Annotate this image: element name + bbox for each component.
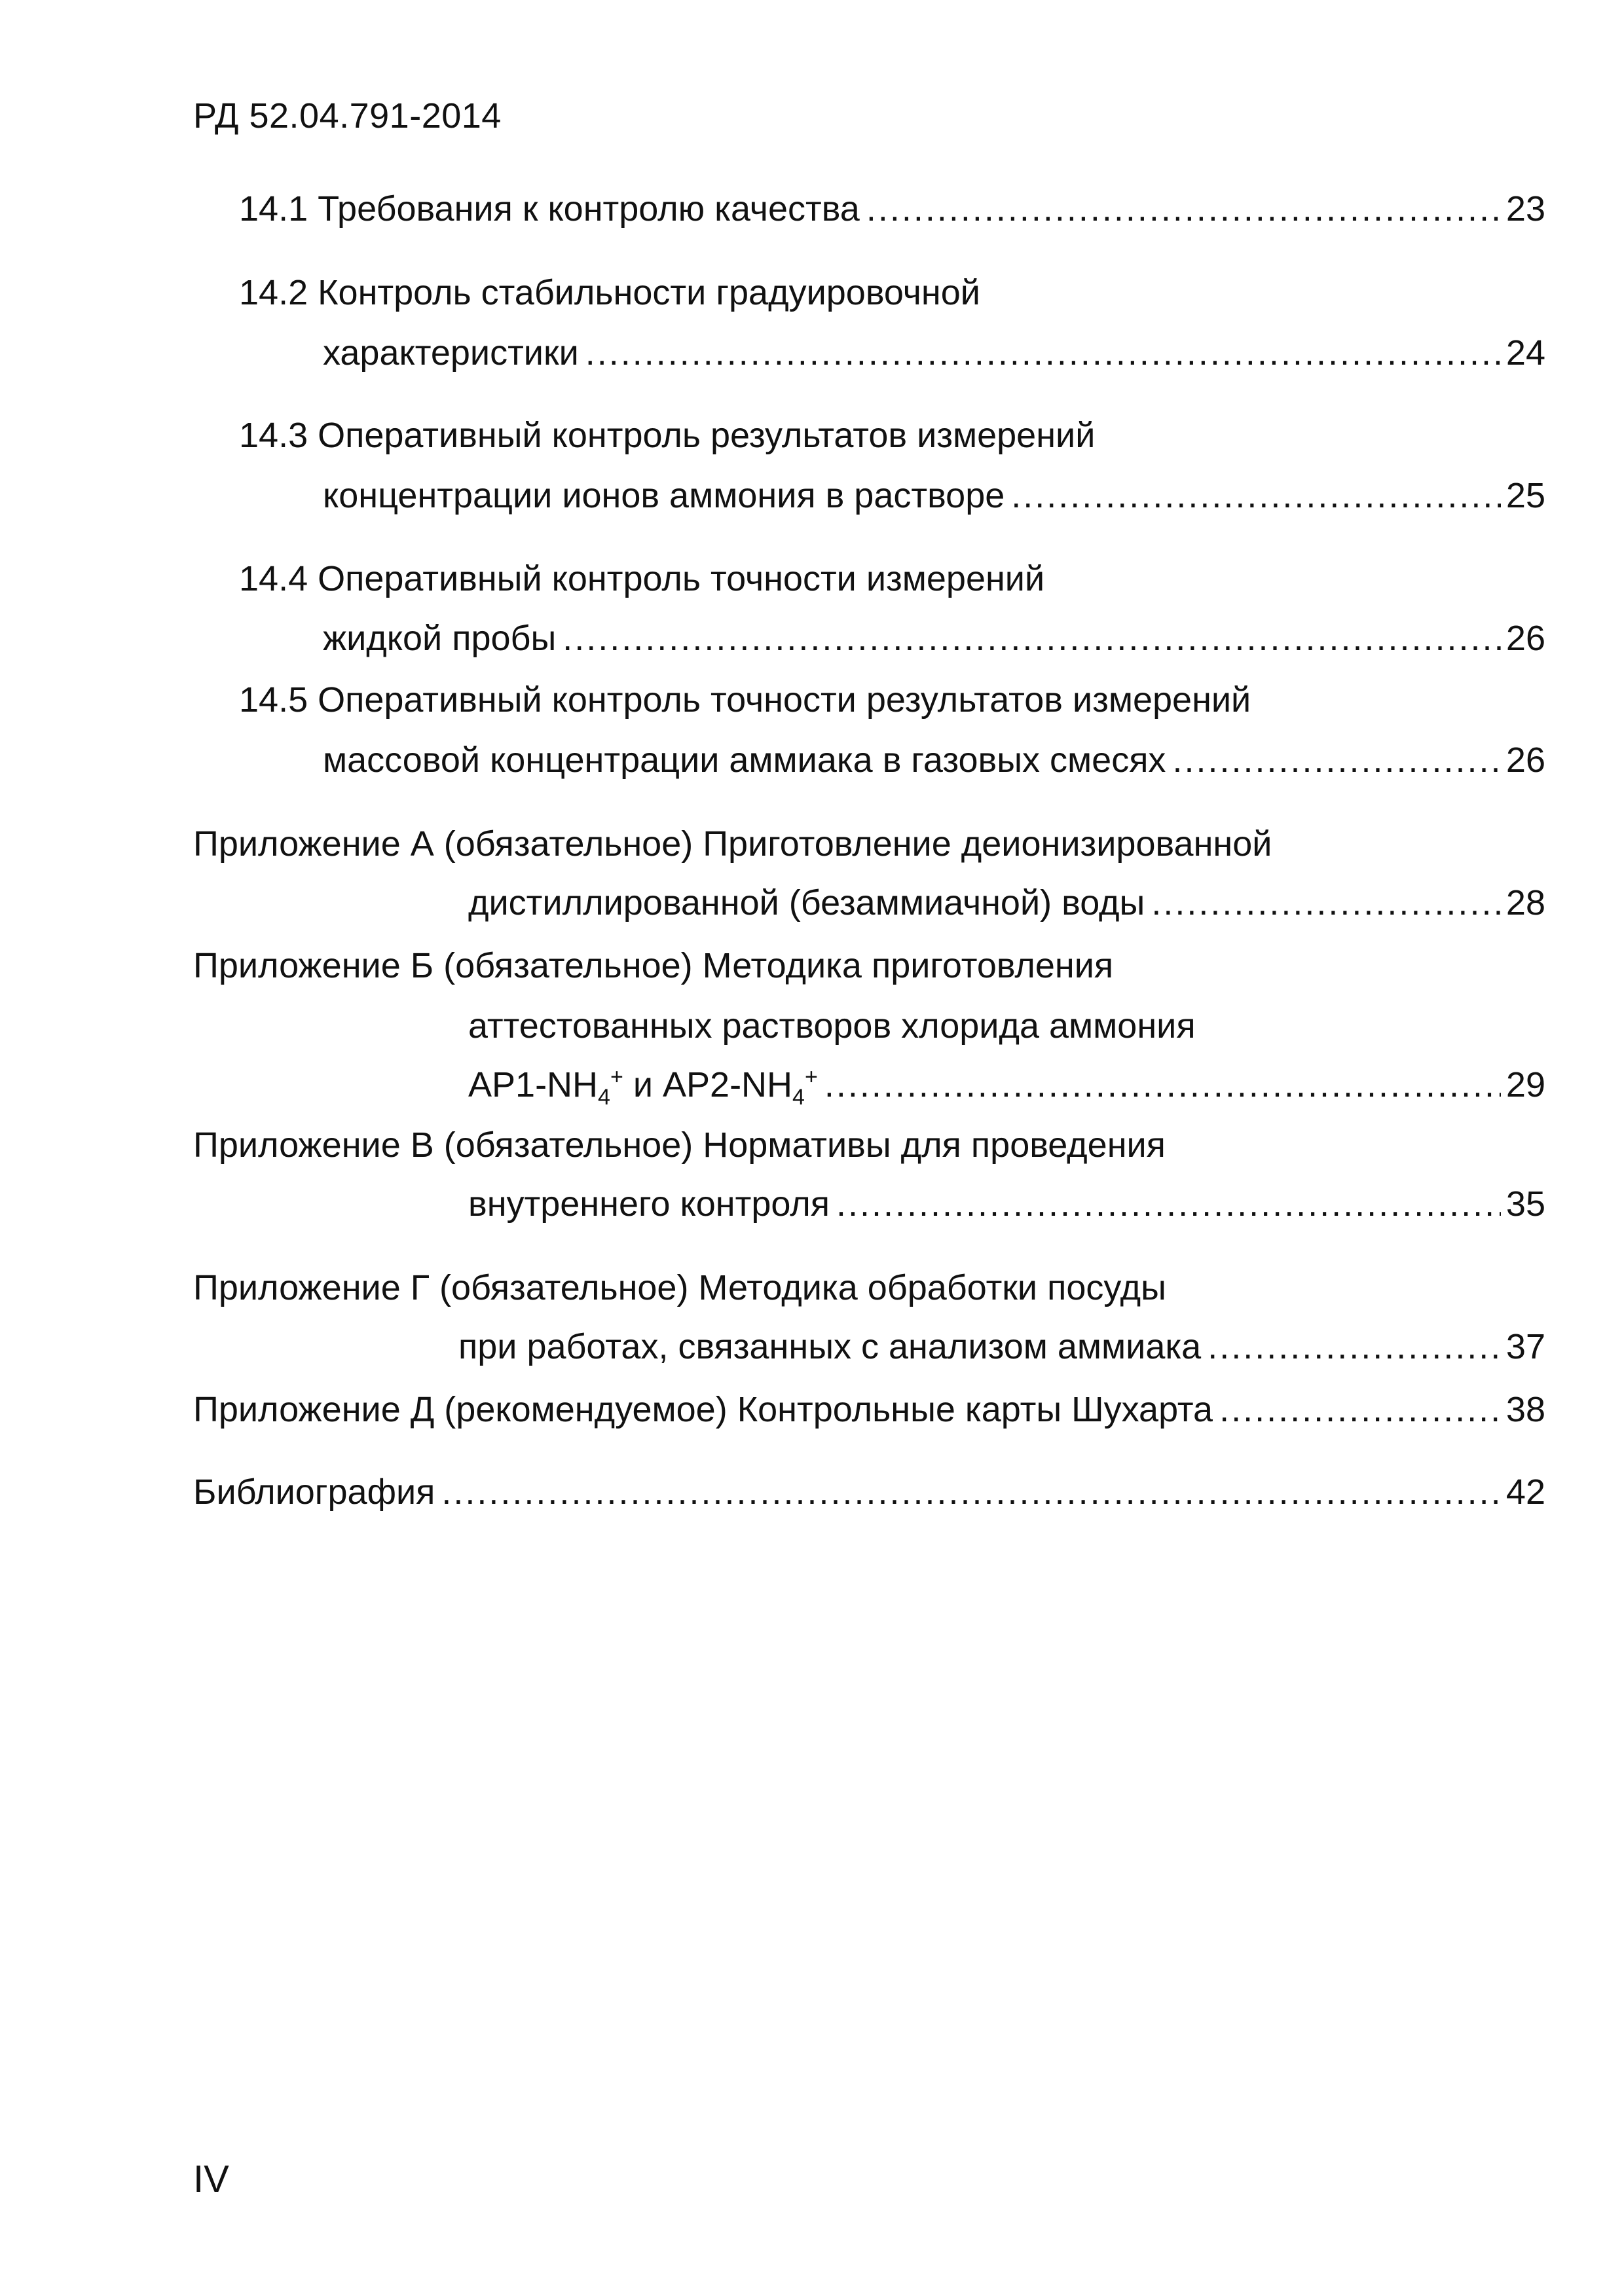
toc-leader-dots [1151,885,1501,920]
toc-leader-dots [441,1474,1501,1510]
page-number: IV [193,2158,229,2200]
toc-page-number: 25 [1505,476,1545,515]
toc-page-number: 24 [1505,333,1545,373]
toc-entry-14-3-line1: 14.3 Оперативный контроль результатов измерений [239,416,1096,455]
formula-subscript: 4 [598,1084,610,1110]
toc-appendix-v[interactable] [468,1186,1545,1222]
toc-page-number: 38 [1505,1390,1545,1429]
toc-entry-title: жидкой пробы [323,619,557,658]
toc-page-number: 26 [1505,619,1545,658]
toc-leader-dots [1011,478,1501,513]
formula-superscript: + [804,1065,818,1089]
toc-entry-title: характеристики [323,333,579,373]
toc-entry-14-5-line1: 14.5 Оперативный контроль точности результатов измерений [239,680,1251,720]
toc-entry-14-4[interactable] [323,621,1545,656]
toc-entry-title: при работах, связанных с анализом аммиака [458,1327,1202,1366]
toc-entry-title: Приложение Д (рекомендуемое) Контрольные карты Шухарта [193,1390,1213,1429]
toc-leader-dots [836,1186,1501,1222]
toc-appendix-g[interactable] [458,1329,1545,1364]
toc-entry-14-3[interactable] [323,478,1545,513]
formula-part-ar1: АР1-NH [468,1065,599,1104]
toc-entry-14-4-line1: 14.4 Оперативный контроль точности измерений [239,559,1045,598]
formula-superscript: + [610,1065,623,1089]
toc-leader-dots [1208,1329,1501,1364]
toc-appendix-b-line1: Приложение Б (обязательное) Методика приготовления [193,946,1114,985]
toc-leader-dots [1219,1392,1501,1427]
formula-subscript: 4 [792,1084,805,1110]
toc-entry-title: дистиллированной (безаммиачной) воды [468,883,1145,922]
toc-appendix-b[interactable] [468,1065,1545,1110]
toc-page-number: 42 [1505,1472,1545,1512]
toc-entry-14-2[interactable] [323,335,1545,371]
toc-entry-14-1[interactable] [239,191,1545,227]
toc-appendix-a-line1: Приложение А (обязательное) Приготовление деионизированной [193,824,1272,864]
toc-entry-title: массовой концентрации аммиака в газовых смесях [323,740,1166,780]
toc-entry-formula [468,1065,818,1110]
toc-entry-title: Библиография [193,1472,435,1512]
toc-appendix-v-line1: Приложение В (обязательное) Нормативы для проведения [193,1125,1166,1165]
toc-appendix-g-line1: Приложение Г (обязательное) Методика обработки посуды [193,1268,1166,1307]
formula-part-ar2: и АР2-NH [623,1065,793,1104]
toc-leader-dots [1172,742,1500,778]
toc-leader-dots [585,335,1501,371]
toc-entry-title: 14.1 Требования к контролю качества [239,189,860,228]
document-code: РД 52.04.791-2014 [193,96,502,136]
toc-page-number: 29 [1505,1065,1545,1104]
toc-page-number: 28 [1505,883,1545,922]
toc-page-number: 26 [1505,740,1545,780]
toc-leader-dots [824,1067,1501,1102]
toc-entry-title: внутреннего контроля [468,1184,830,1224]
toc-leader-dots [866,191,1501,227]
toc-appendix-a[interactable] [468,885,1545,920]
toc-leader-dots [563,621,1501,656]
toc-entry-title: концентрации ионов аммония в растворе [323,476,1005,515]
toc-page-number: 23 [1505,189,1545,228]
toc-bibliography[interactable] [193,1474,1545,1510]
toc-entry-14-5[interactable] [323,742,1545,778]
toc-page-number: 35 [1505,1184,1545,1224]
toc-appendix-d[interactable] [193,1392,1545,1427]
toc-page-number: 37 [1505,1327,1545,1366]
toc-appendix-b-line2: аттестованных растворов хлорида аммония [468,1006,1196,1046]
toc-entry-14-2-line1: 14.2 Контроль стабильности градуировочной [239,273,980,312]
